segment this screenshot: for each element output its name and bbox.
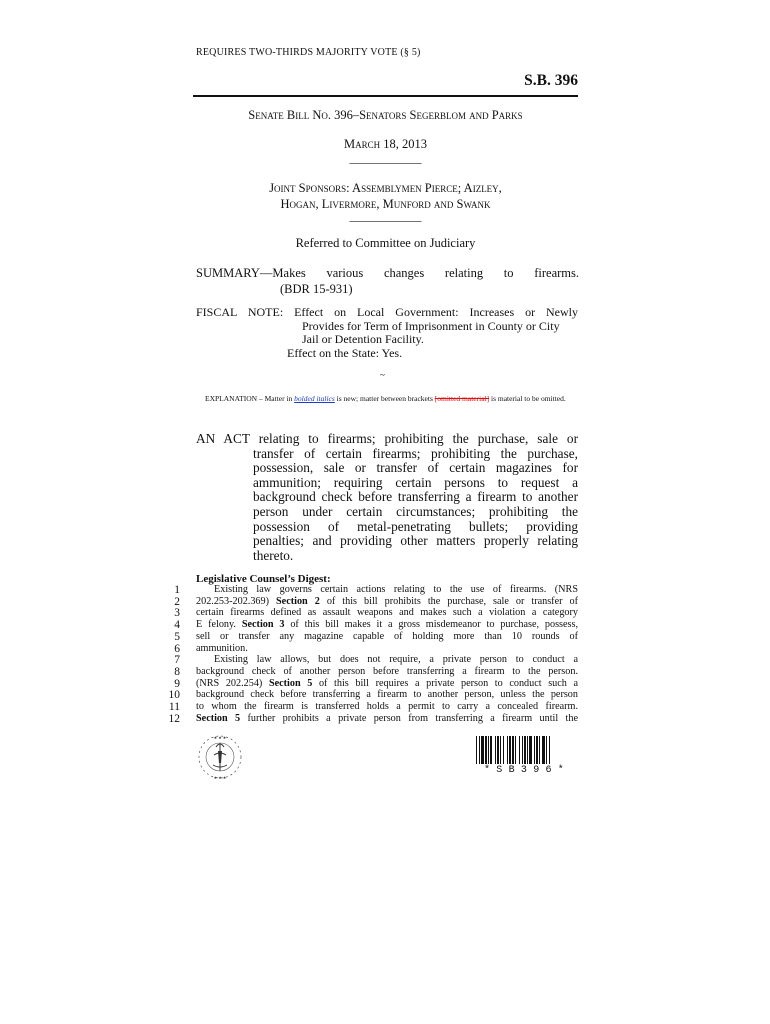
barcode-bar — [497, 736, 499, 764]
section-reference: Section 3 — [241, 619, 285, 631]
act-line: possession, sale or transfer of certain magazines for — [253, 460, 578, 476]
digest-line-number: 1 — [174, 584, 180, 596]
barcode-bar — [546, 736, 547, 764]
barcode-bar — [481, 736, 484, 764]
digest-line-number: 12 — [168, 712, 180, 725]
barcode-bar — [485, 736, 487, 764]
explanation-note — [205, 394, 566, 403]
barcode-bar — [515, 736, 516, 764]
barcode-bar — [503, 736, 504, 764]
digest-title: Legislative Counsel’s Digest: — [196, 573, 331, 585]
barcode-bar — [507, 736, 508, 764]
digest-line-number: 9 — [174, 677, 180, 690]
digest-line-text: 202.253-202.369) Section 2 of this bill prohibits the purchase, sale or transfer of — [196, 595, 578, 607]
digest-line-number: 4 — [174, 619, 180, 632]
digest-line-number: 3 — [174, 607, 180, 620]
section-reference: Section 2 — [276, 595, 320, 607]
barcode-bar — [500, 736, 501, 764]
explanation-middle: is new; matter between brackets — [334, 394, 435, 403]
explanation-suffix: is material to be omitted. — [489, 394, 566, 403]
digest-line-text: E felony. Section 3 of this bill makes it a gross misdemeanor to purchase, possess, — [196, 619, 578, 631]
barcode-bar — [539, 736, 540, 764]
explanation-prefix: EXPLANATION – Matter in — [205, 394, 295, 403]
act-line: AN ACT relating to firearms; prohibiting the purchase, sale or — [196, 431, 578, 446]
requires-vote-note: REQUIRES TWO-THIRDS MAJORITY VOTE (§ 5) — [196, 47, 421, 58]
barcode-bar — [542, 736, 545, 764]
barcode-bar — [529, 736, 532, 764]
digest-line-number: 5 — [174, 630, 180, 643]
digest-line-text: Section 5 further prohibits a private person from transferring a firearm until the — [196, 712, 578, 724]
fiscal-line-4: Effect on the State: Yes. — [287, 345, 403, 360]
section-reference: Section 5 — [196, 712, 241, 724]
act-line: thereto. — [253, 547, 294, 563]
digest-line-text: background check of another person before transferring a firearm to the person. — [196, 665, 578, 677]
explanation-omitted-text: [omitted material] — [434, 394, 490, 403]
barcode-bar — [512, 736, 514, 764]
explanation-new-text: bolded italics — [294, 394, 335, 403]
barcode-bar — [495, 736, 496, 764]
act-line: ammunition; requiring certain persons to request a — [253, 474, 578, 490]
summary — [196, 265, 581, 297]
barcode-bar — [524, 736, 526, 764]
digest-line-number: 11 — [168, 701, 180, 713]
svg-text:★ ★ ★: ★ ★ ★ — [213, 735, 227, 740]
digest-line-text: ammunition. — [196, 642, 248, 654]
summary-line-2: (BDR 15-931) — [280, 282, 353, 296]
joint-sponsors-line-2: Hogan, Livermore, Munford and Swank — [280, 197, 491, 211]
digest-line-number: 7 — [174, 654, 180, 667]
digest-line-text: Existing law governs certain actions relating to the use of firearms. (NRS — [214, 584, 578, 595]
divider-line-1: ____________ — [349, 151, 422, 165]
barcode-bar — [479, 736, 480, 764]
fiscal-note — [196, 306, 581, 360]
barcode-bar — [549, 736, 550, 764]
bill-number: S.B. 396 — [524, 72, 578, 89]
committee-referral: Referred to Committee on Judiciary — [295, 236, 476, 250]
barcode-bar — [536, 736, 538, 764]
barcode-bar — [488, 736, 489, 764]
barcode-icon — [476, 736, 580, 764]
barcode-bar — [534, 736, 535, 764]
act-line: penalties; and providing other matters properly relating — [253, 533, 578, 549]
joint-sponsors-line-1: Joint Sponsors: Assemblymen Pierce; Aizley, — [269, 181, 502, 195]
act-line: person under certain circumstances; prohibiting the — [253, 503, 578, 519]
barcode-text: *SB396* — [484, 765, 571, 776]
act-line: background check before transferring a firearm to another — [253, 489, 578, 505]
digest-line-text: sell or transfer any magazine capable of holding more than 10 rounds of — [196, 630, 578, 642]
header-rule — [193, 95, 578, 97]
act-line: transfer of certain firearms; prohibiting the purchase, — [253, 445, 578, 461]
digest-line-number: 6 — [174, 642, 180, 655]
joint-sponsors — [193, 180, 578, 212]
barcode-bar — [519, 736, 520, 764]
divider-line-2: ____________ — [349, 209, 422, 223]
digest-line-text: to whom the firearm is transferred holds a permit to carry a concealed firearm. — [196, 701, 578, 712]
svg-text:★ ★ ★: ★ ★ ★ — [213, 775, 227, 780]
barcode-bar — [527, 736, 528, 764]
fiscal-line-3: Jail or Detention Facility. — [302, 332, 424, 346]
digest-line-number: 2 — [174, 595, 180, 608]
barcode-bar — [509, 736, 511, 764]
nevada-seal-icon — [196, 733, 244, 781]
act-line: possession of metal-penetrating bullets; providing — [253, 518, 578, 534]
bill-date: March 18, 2013 — [344, 137, 427, 151]
barcode-bar — [476, 736, 477, 764]
senate-bill-title: Senate Bill No. 396–Senators Segerblom and Parks — [248, 108, 523, 122]
section-reference: Section 5 — [268, 677, 313, 689]
barcode-bar — [490, 736, 492, 764]
fiscal-line-2: Provides for Term of Imprisonment in County or City — [302, 318, 560, 333]
barcode-bar — [522, 736, 523, 764]
digest-line-text: background check before transferring a firearm to another person, unless the person — [196, 689, 578, 701]
digest-line-text: Existing law allows, but does not require, a private person to conduct a — [214, 654, 578, 666]
digest-line-text: certain firearms defined as assault weapons and makes such a violation a category — [196, 607, 578, 619]
section-separator: ~ — [380, 370, 385, 380]
act-title — [196, 432, 578, 563]
digest-line-number: 8 — [174, 665, 180, 678]
fiscal-line-1: FISCAL NOTE: Effect on Local Government: Increases or Newly — [196, 305, 578, 319]
digest-line-text: (NRS 202.254) Section 5 of this bill requires a private person to conduct such a — [196, 677, 578, 689]
digest-line-number: 10 — [168, 689, 180, 702]
summary-line-1: SUMMARY—Makes various changes relating to firearms. — [196, 266, 579, 280]
